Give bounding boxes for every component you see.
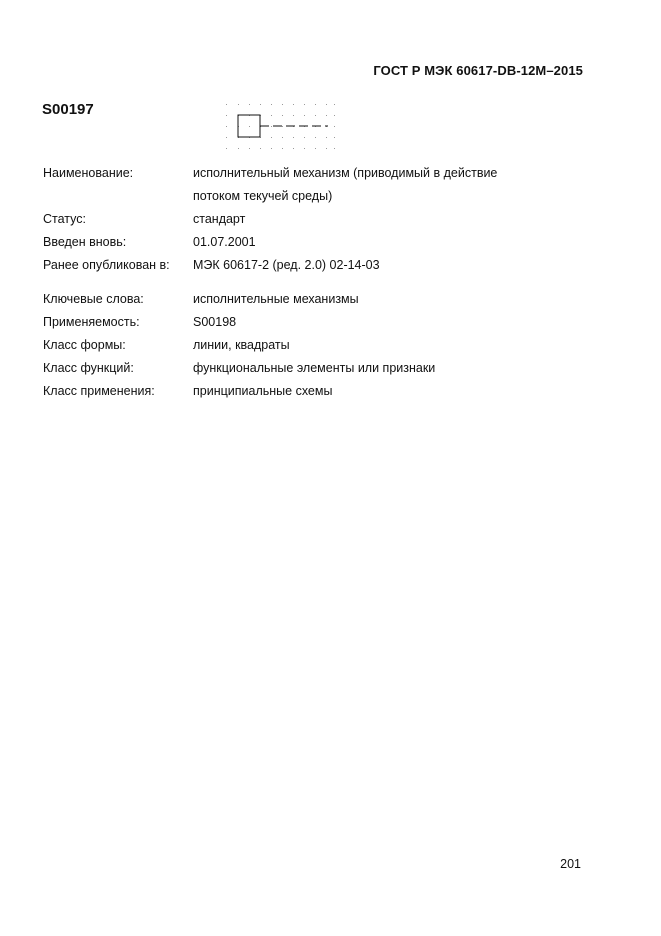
property-label: Ранее опубликован в: — [43, 258, 170, 272]
symbol-code: S00197 — [42, 101, 94, 118]
property-row-shape-class — [43, 334, 533, 357]
grid-dot — [238, 148, 239, 149]
grid-dot — [249, 148, 250, 149]
property-label: Ключевые слова: — [43, 292, 144, 306]
grid-dot — [271, 104, 272, 105]
property-value: МЭК 60617-2 (ред. 2.0) 02-14-03 — [193, 258, 380, 272]
property-value: стандарт — [193, 212, 246, 226]
grid-dot — [293, 137, 294, 138]
document-header: ГОСТ Р МЭК 60617-DB-12M–2015 — [373, 63, 583, 78]
property-value: исполнительный механизм (приводимый в действие потоком текучей среды) — [193, 166, 498, 203]
properties-table — [43, 162, 533, 403]
grid-dot — [249, 126, 250, 127]
grid-dot — [271, 126, 272, 127]
property-value: исполнительные механизмы — [193, 292, 359, 306]
grid-dot — [249, 104, 250, 105]
property-row-applicability — [43, 311, 533, 334]
grid-dot — [293, 104, 294, 105]
property-value: S00198 — [193, 315, 237, 329]
grid-dot — [282, 115, 283, 116]
property-value: 01.07.2001 — [193, 235, 256, 249]
grid-dot — [271, 137, 272, 138]
grid-dot — [293, 115, 294, 116]
page-number: 201 — [560, 857, 581, 871]
property-row-name — [43, 162, 533, 208]
property-row-keywords — [43, 288, 533, 311]
grid-dot — [304, 104, 305, 105]
grid-dot — [226, 126, 227, 127]
grid-dot — [326, 115, 327, 116]
grid-dot — [226, 104, 227, 105]
property-label: Статус: — [43, 212, 86, 226]
grid-dot — [304, 137, 305, 138]
grid-dot — [282, 148, 283, 149]
grid-dot — [226, 137, 227, 138]
property-row-status — [43, 208, 533, 231]
property-label: Класс формы: — [43, 338, 126, 352]
grid-dot — [260, 104, 261, 105]
grid-dot — [326, 148, 327, 149]
grid-dot — [315, 148, 316, 149]
grid-dot — [315, 115, 316, 116]
property-label: Введен вновь: — [43, 235, 127, 249]
grid-dot — [226, 148, 227, 149]
grid-dot — [334, 126, 335, 127]
grid-dot — [260, 148, 261, 149]
property-label: Класс применения: — [43, 384, 155, 398]
grid-dot — [334, 115, 335, 116]
section-gap — [43, 277, 533, 288]
grid-dot — [326, 104, 327, 105]
grid-dot — [326, 137, 327, 138]
grid-dot — [238, 104, 239, 105]
grid-dot — [282, 126, 283, 127]
grid-dot — [304, 148, 305, 149]
property-value: линии, квадраты — [193, 338, 290, 352]
grid-dot — [282, 104, 283, 105]
property-label: Применяемость: — [43, 315, 140, 329]
property-row-introduced — [43, 231, 533, 254]
grid-dot — [271, 148, 272, 149]
grid-dot — [334, 104, 335, 105]
grid-dot — [315, 137, 316, 138]
grid-dot — [282, 137, 283, 138]
grid-dot — [271, 115, 272, 116]
property-row-function-class — [43, 357, 533, 380]
grid-dot — [226, 115, 227, 116]
grid-dot — [293, 148, 294, 149]
property-value: принципиальные схемы — [193, 384, 333, 398]
grid-dot — [334, 148, 335, 149]
property-label: Наименование: — [43, 166, 134, 180]
property-row-application-class — [43, 380, 533, 403]
property-label: Класс функций: — [43, 361, 134, 375]
grid-dot — [304, 115, 305, 116]
property-row-previously-published — [43, 254, 533, 277]
grid-dot — [315, 104, 316, 105]
actuator-symbol-figure — [222, 100, 338, 152]
property-value: функциональные элементы или признаки — [193, 361, 436, 375]
grid-dot — [334, 137, 335, 138]
